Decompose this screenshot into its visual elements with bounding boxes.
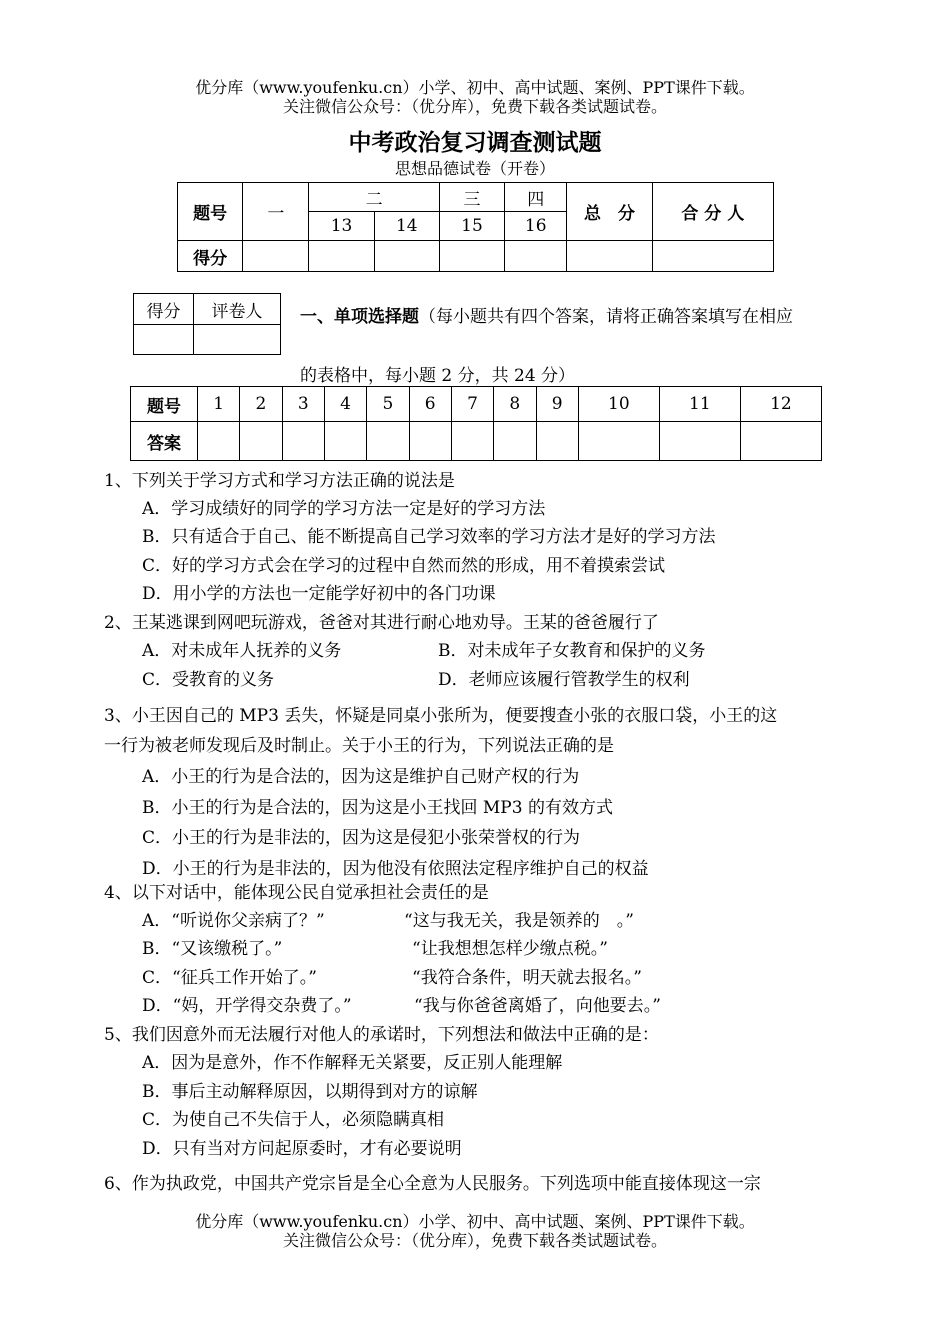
question-5-option-d: D．只有当对方问起原委时，才有必要说明	[142, 1139, 462, 1159]
answer-table-answer-cell	[282, 422, 324, 461]
answer-table-number: 6	[409, 387, 451, 422]
answer-table-answer-cell	[409, 422, 451, 461]
question-2-option-b: B．对未成年子女教育和保护的义务	[438, 641, 706, 661]
question-2-stem: 2、王某逃课到网吧玩游戏，爸爸对其进行耐心地劝导。王某的爸爸履行了	[104, 613, 659, 633]
answer-table-answer-cell	[198, 422, 240, 461]
score-table-col-13: 13	[309, 212, 374, 241]
section-1-heading-block	[300, 304, 852, 330]
question-4-option-a: A．“听说你父亲病了？”	[142, 911, 325, 931]
answer-table-number: 2	[240, 387, 282, 422]
question-4-option-d: D．“妈，开学得交杂费了。”	[142, 996, 352, 1016]
question-4-stem: 4、以下对话中，能体现公民自觉承担社会责任的是	[104, 883, 489, 903]
answer-table-number: 8	[494, 387, 536, 422]
question-3-stem-line-2: 一行为被老师发现后及时制止。关于小王的行为，下列说法正确的是	[104, 736, 614, 756]
question-3-option-d: D．小王的行为是非法的，因为他没有依照法定程序维护自己的权益	[142, 859, 649, 879]
question-4-option-c: C．“征兵工作开始了。”	[142, 968, 317, 988]
answer-table-number: 3	[282, 387, 324, 422]
score-table-col-3: 三	[439, 183, 504, 212]
question-2-option-d: D．老师应该履行管教学生的权利	[438, 670, 690, 690]
answer-table-number: 9	[536, 387, 578, 422]
question-2-option-a: A．对未成年人抚养的义务	[142, 641, 342, 661]
score-cell-15	[439, 241, 504, 272]
answer-table-answer-cell	[536, 422, 578, 461]
header-line-1: 优分库（www.youfenku.cn）小学、初中、高中试题、案例、PPT课件下载。	[195, 78, 755, 97]
question-5-option-a: A．因为是意外，作不作解释无关紧要，反正别人能理解	[142, 1053, 563, 1073]
question-3-stem-line-1: 3、小王因自己的 MP3 丢失，怀疑是同桌小张所为，便要搜查小张的衣服口袋，小王的这	[104, 706, 778, 726]
grader-box-score-label: 得分	[134, 294, 194, 325]
question-5-option-b: B．事后主动解释原因，以期得到对方的谅解	[142, 1082, 478, 1102]
answer-table-answer-cell	[740, 422, 821, 461]
score-cell-16	[505, 241, 567, 272]
question-2-option-c: C．受教育的义务	[142, 670, 275, 690]
grader-box	[133, 293, 281, 355]
score-table-qno-label: 题号	[178, 183, 243, 241]
grader-box-score-cell	[134, 325, 194, 355]
section-1-heading: 一、单项选择题	[300, 307, 419, 327]
score-table-score-label: 得分	[178, 241, 243, 272]
answer-table-answer-cell	[494, 422, 536, 461]
answer-table-answer-cell	[451, 422, 493, 461]
question-4-reply-b: “让我想想怎样少缴点税。”	[412, 939, 608, 959]
answer-table	[130, 386, 822, 461]
question-4-reply-c: “我符合条件，明天就去报名。”	[412, 968, 642, 988]
answer-table-answer-cell	[367, 422, 409, 461]
answer-table-answer-cell	[578, 422, 659, 461]
score-table-col-16: 16	[505, 212, 567, 241]
answer-table-answer-cell	[324, 422, 366, 461]
footer-line-2: 关注微信公众号：（优分库），免费下载各类试题试卷。	[282, 1231, 667, 1250]
question-5-stem: 5、我们因意外而无法履行对他人的承诺时，下列想法和做法中正确的是：	[104, 1025, 659, 1045]
answer-table-answer-label: 答案	[131, 422, 198, 461]
question-4-reply-d: “我与你爸爸离婚了，向他要去。”	[414, 996, 661, 1016]
section-1-instructions-b: 的表格中，每小题 2 分，共 24 分）	[300, 366, 576, 386]
question-3-option-b: B．小王的行为是合法的，因为这是小王找回 MP3 的有效方式	[142, 798, 613, 818]
question-3-option-a: A．小王的行为是合法的，因为这是维护自己财产权的行为	[142, 767, 580, 787]
footer-line-1: 优分库（www.youfenku.cn）小学、初中、高中试题、案例、PPT课件下载。	[195, 1212, 755, 1231]
score-table-scorer: 合 分 人	[652, 183, 773, 241]
score-table-col-2: 二	[309, 183, 439, 212]
answer-table-answer-cell	[659, 422, 740, 461]
question-4-option-b: B．“又该缴税了。”	[142, 939, 283, 959]
page-title: 中考政治复习调查测试题	[348, 129, 602, 156]
question-1-option-d: D．用小学的方法也一定能学好初中的各门功课	[142, 584, 496, 604]
score-cell-scorer	[652, 241, 773, 272]
page-subtitle: 思想品德试卷（开卷）	[394, 159, 555, 178]
answer-table-number: 5	[367, 387, 409, 422]
question-4-reply-a: “这与我无关，我是领养的 。”	[404, 911, 634, 931]
grader-box-grader-label: 评卷人	[194, 294, 281, 325]
section-1-instructions-a: （每小题共有四个答案，请将正确答案填写在相应	[419, 307, 793, 327]
score-cell-total	[567, 241, 652, 272]
score-table-total: 总 分	[567, 183, 652, 241]
question-1-option-c: C．好的学习方式会在学习的过程中自然而然的形成，用不着摸索尝试	[142, 556, 666, 576]
grader-box-grader-cell	[194, 325, 281, 355]
answer-table-number: 4	[324, 387, 366, 422]
answer-table-number: 12	[740, 387, 821, 422]
header-line-2: 关注微信公众号：（优分库），免费下载各类试题试卷。	[282, 97, 667, 116]
question-5-option-c: C．为使自己不失信于人，必须隐瞒真相	[142, 1110, 445, 1130]
score-table	[177, 182, 774, 272]
answer-table-number: 11	[659, 387, 740, 422]
question-1-option-a: A．学习成绩好的同学的学习方法一定是好的学习方法	[142, 499, 546, 519]
answer-table-number: 7	[451, 387, 493, 422]
score-table-col-14: 14	[374, 212, 439, 241]
score-cell-1	[243, 241, 309, 272]
score-cell-14	[374, 241, 439, 272]
answer-table-answer-cell	[240, 422, 282, 461]
question-1-stem: 1、下列关于学习方式和学习方法正确的说法是	[104, 471, 455, 491]
score-table-col-15: 15	[439, 212, 504, 241]
answer-table-qno-label: 题号	[131, 387, 198, 422]
score-cell-13	[309, 241, 374, 272]
answer-table-number: 1	[198, 387, 240, 422]
answer-table-number: 10	[578, 387, 659, 422]
score-table-col-4: 四	[505, 183, 567, 212]
question-1-option-b: B．只有适合于自己、能不断提高自己学习效率的学习方法才是好的学习方法	[142, 527, 716, 547]
question-3-option-c: C．小王的行为是非法的，因为这是侵犯小张荣誉权的行为	[142, 828, 581, 848]
question-6-stem: 6、作为执政党，中国共产党宗旨是全心全意为人民服务。下列选项中能直接体现这一宗	[104, 1174, 761, 1194]
score-table-col-1: 一	[243, 183, 309, 241]
